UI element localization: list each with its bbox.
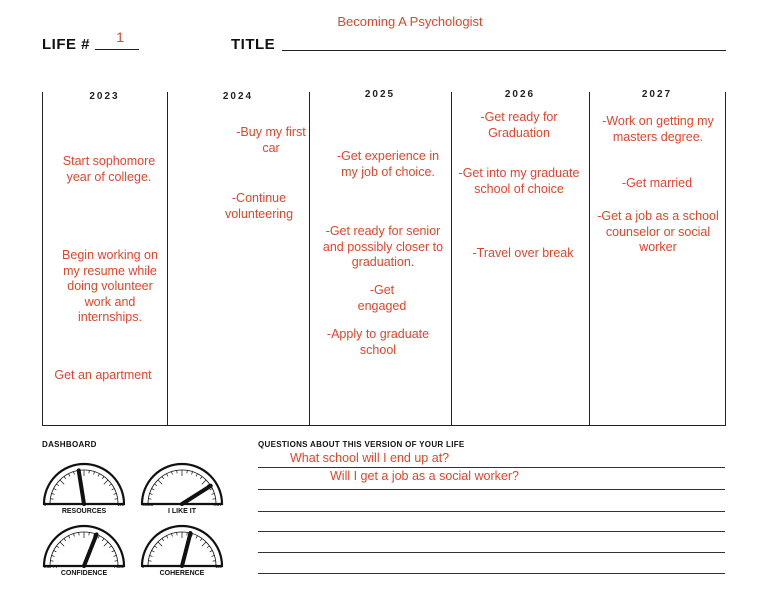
grid-line <box>42 92 43 426</box>
entry-text: -Get married <box>621 176 693 190</box>
gauge-dial <box>42 524 126 568</box>
entry-text: -Get engaged <box>357 283 407 313</box>
gauge-tick <box>171 472 172 475</box>
entry-text: -Travel over break <box>472 246 574 260</box>
gauge-tick <box>202 480 206 484</box>
questions-title: QUESTIONS ABOUT THIS VERSION OF YOUR LIFE <box>258 440 465 449</box>
grid-line <box>725 92 726 426</box>
gauge-tick <box>210 551 213 552</box>
dashboard-title: DASHBOARD <box>42 440 97 449</box>
gauge-confidence <box>42 524 126 582</box>
gauge-tick <box>98 474 99 477</box>
gauge-tick <box>154 546 156 548</box>
gauge-label: RESOURCES <box>61 508 107 515</box>
gauge-tick <box>152 489 155 490</box>
gauge-needle <box>182 533 190 566</box>
gauge-tick <box>52 493 55 494</box>
gauge-tick <box>113 555 116 556</box>
entry-text: Start sophomore year of college. <box>62 154 156 184</box>
gauge-tick <box>60 542 64 546</box>
gauge-tick <box>73 472 74 475</box>
gauge-tick <box>200 476 202 478</box>
gauge-tick <box>56 546 58 548</box>
gauge-tick <box>69 536 70 539</box>
question-line[interactable] <box>258 467 725 468</box>
entry-text: -Get a job as a school counselor or social worker <box>597 209 719 254</box>
gauge-dial <box>140 524 224 568</box>
gauge-tick <box>98 536 99 539</box>
gauge-label: I LIKE IT <box>168 508 196 515</box>
grid-line <box>451 92 452 426</box>
gauge-max-label: 100 <box>215 564 222 569</box>
entry-text: -Get into my graduate school of choice <box>458 166 580 196</box>
gauge-tick <box>112 489 115 490</box>
question-line[interactable] <box>258 511 725 512</box>
gauge-max-label: 100 <box>117 502 124 507</box>
gauge-tick <box>196 474 197 477</box>
page-subtitle: Becoming A Psychologist <box>337 14 483 29</box>
gauge-tick <box>207 546 209 548</box>
gauge-tick <box>167 536 168 539</box>
entry-text: -Apply to graduate school <box>326 327 430 357</box>
gauge-max-label: FULL <box>113 564 124 569</box>
year-2027: 2027 <box>641 89 673 100</box>
gauge-tick <box>202 542 206 546</box>
entry-text: -Continue volunteering <box>224 191 294 221</box>
gauge-tick <box>211 493 214 494</box>
entry-text: Get an apartment <box>54 368 152 382</box>
gauge-tick <box>154 484 156 486</box>
entry-text: -Get ready for senior and possibly closer to graduation. <box>322 224 444 269</box>
gauge-coherence <box>140 524 224 582</box>
entry-text: -Work on getting my masters degree. <box>602 114 714 144</box>
gauge-tick <box>109 546 111 548</box>
gauge-max-label: HOT <box>213 502 222 507</box>
grid-bottom-line <box>42 425 726 426</box>
title-field[interactable] <box>282 50 726 51</box>
gauge-tick <box>210 489 213 490</box>
gauge-needle <box>79 470 84 504</box>
year-2025: 2025 <box>364 89 396 100</box>
year-2026: 2026 <box>504 89 536 100</box>
gauge-min-label: 0 <box>44 502 47 507</box>
life-number: 1 <box>116 29 124 45</box>
gauge-tick <box>152 551 155 552</box>
question-line[interactable] <box>258 489 725 490</box>
gauge-tick <box>104 542 108 546</box>
gauge-tick <box>171 534 172 537</box>
gauge-min-label: EMPTY <box>44 564 58 569</box>
gauge-tick <box>102 538 104 540</box>
gauge-label: CONFIDENCE <box>60 570 108 577</box>
question-answer: What school will I end up at? <box>290 451 450 465</box>
gauge-tick <box>109 484 111 486</box>
gauge-tick <box>167 474 168 477</box>
gauge-tick <box>158 542 162 546</box>
gauge-tick <box>60 480 64 484</box>
gauge-min-label: 0 <box>142 564 145 569</box>
gauge-tick <box>54 551 57 552</box>
gauge-label: COHERENCE <box>159 570 205 577</box>
gauge-needle <box>84 534 97 566</box>
gauge-tick <box>94 472 95 475</box>
question-line[interactable] <box>258 531 725 532</box>
gauge-tick <box>64 538 66 540</box>
gauge-tick <box>52 555 55 556</box>
gauge-needle <box>182 486 211 504</box>
gauge-resources <box>42 462 126 520</box>
question-line[interactable] <box>258 552 725 553</box>
gauge-dial <box>140 462 224 506</box>
gauge-tick <box>162 476 164 478</box>
entry-text: Begin working on my resume while doing volunteer work and internships. <box>62 248 158 324</box>
gauge-tick <box>113 493 116 494</box>
title-label: TITLE <box>231 36 276 53</box>
gauge-tick <box>112 551 115 552</box>
question-line[interactable] <box>258 573 725 574</box>
life-label: LIFE # <box>42 36 91 53</box>
gauge-tick <box>102 476 104 478</box>
entry-text: -Get experience in my job of choice. <box>336 149 440 179</box>
gauge-tick <box>56 484 58 486</box>
gauge-min-label: COLD <box>142 502 154 507</box>
gauge-tick <box>196 536 197 539</box>
gauge-dial <box>42 462 126 506</box>
gauge-tick <box>73 534 74 537</box>
question-answer: Will I get a job as a social worker? <box>330 469 519 483</box>
gauge-tick <box>64 476 66 478</box>
gauge-tick <box>150 555 153 556</box>
grid-line <box>167 92 168 426</box>
gauge-tick <box>104 480 108 484</box>
year-2023: 2023 <box>89 91 120 102</box>
gauge-tick <box>69 474 70 477</box>
gauge-tick <box>192 472 193 475</box>
gauge-tick <box>162 538 164 540</box>
gauge-tick <box>211 555 214 556</box>
gauge-i-like-it <box>140 462 224 520</box>
gauge-tick <box>200 538 202 540</box>
grid-line <box>589 92 590 426</box>
gauge-tick <box>150 493 153 494</box>
entry-text: -Buy my first car <box>236 125 306 155</box>
gauge-tick <box>158 480 162 484</box>
gauge-tick <box>54 489 57 490</box>
year-2024: 2024 <box>222 91 254 102</box>
life-number-field[interactable] <box>95 48 139 50</box>
entry-text: -Get ready for Graduation <box>480 110 558 140</box>
